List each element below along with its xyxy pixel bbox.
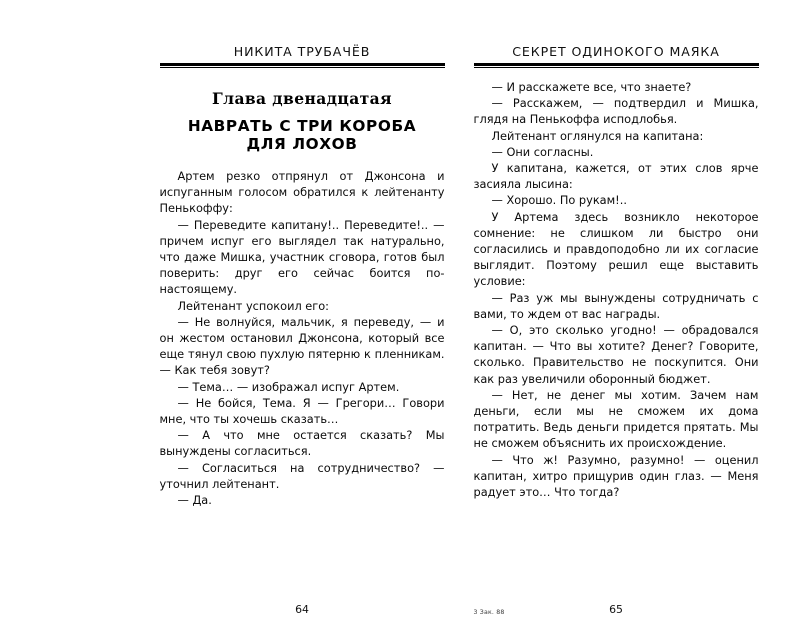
left-page <box>160 0 445 644</box>
paragraph: — И расскажете все, что знаете? <box>491 79 692 94</box>
paragraph: Лейтенант успокоил его: <box>177 298 329 313</box>
paragraph: — Нет, не денег мы хотим. Зачем нам деньги, если мы не сможем их дома потратить. Ведь деньги придется прятать. Мы не сможем объяснить их происхождение. <box>473 387 759 451</box>
paragraph: — Да. <box>177 492 212 507</box>
chapter-title <box>160 117 445 154</box>
right-page <box>474 0 759 644</box>
right-running-head: СЕКРЕТ ОДИНОКОГО МАЯКА <box>512 44 720 59</box>
left-header-rule-thin <box>160 67 445 68</box>
paragraph: У Артема здесь возникло некоторое сомнение: не слишком ли быстро они согласились и правдоподобно ли их согласие выглядит. Поэтому решил еще выставить условие: <box>473 209 759 289</box>
chapter-heading <box>160 90 445 154</box>
paragraph: Артем резко отпрянул от Джонсона и испуганным голосом обратился к лейтенанту Пенькоффу: <box>159 168 445 216</box>
paragraph: — Что ж! Разумно, разумно! — оценил капитан, хитро прищурив один глаз. — Меня радует это… Что тогда? <box>473 452 759 500</box>
paragraph: — А что мне остается сказать? Мы вынуждены согласиться. <box>159 428 445 459</box>
left-header-rule-thick <box>160 63 445 66</box>
paragraph: — Хорошо. По рукам!.. <box>491 193 627 208</box>
left-page-number: 64 <box>295 603 309 616</box>
left-page-body <box>160 168 445 508</box>
paragraph: — Переведите капитану!.. Переведите!.. — причем испуг его выглядел так натурально, что даже Мишка, участник сговора, готов был поверить: друг его сейчас боится по-настоящему. <box>159 217 445 297</box>
paragraph: — Не бойся, Тема. Я — Грегори… Говори мне, что ты хочешь сказать… <box>159 395 445 426</box>
paragraph: — Они согласны. <box>491 144 594 159</box>
left-running-head: НИКИТА ТРУБАЧЁВ <box>233 44 371 59</box>
paragraph: У капитана, кажется, от этих слов ярче засияла лысина: <box>473 161 759 192</box>
paragraph: — Согласиться на сотрудничество? — уточнил лейтенант. <box>159 460 445 491</box>
right-page-body <box>474 79 759 500</box>
paragraph: — О, это сколько угодно! — обрадовался капитан. — Что вы хотите? Денег? Говорите, сколько. Правительство не поскупится. Они как раз увеличили оборонный бюджет. <box>473 323 759 386</box>
paragraph: — Раз уж мы вынуждены сотрудничать с вами, то ждем от вас награды. <box>473 290 759 321</box>
printer-signature-mark: 3 Зак. 88 <box>473 609 505 616</box>
right-page-footer <box>474 603 759 616</box>
paragraph: Лейтенант оглянулся на капитана: <box>491 128 704 143</box>
chapter-title-line-2: ДЛЯ ЛОХОВ <box>246 135 358 154</box>
chapter-title-line-1: НАВРАТЬ С ТРИ КОРОБА <box>187 116 417 135</box>
paragraph: — Расскажем, — подтвердил и Мишка, глядя на Пенькоффа исподлобья. <box>473 96 759 127</box>
right-header-rule-thick <box>474 63 759 66</box>
chapter-number-label: Глава двенадцатая <box>212 88 392 108</box>
paragraph: — Тема… — изображал испуг Артем. <box>177 379 400 394</box>
paragraph: — Не волнуйся, мальчик, я переведу, — и он жестом остановил Джонсона, который все еще тянул свою пухлую пятерню к пленникам. — Как тебя зовут? <box>159 314 445 378</box>
left-page-footer <box>160 603 445 616</box>
right-page-number: 65 <box>609 603 623 616</box>
right-header-rule-thin <box>474 67 759 68</box>
